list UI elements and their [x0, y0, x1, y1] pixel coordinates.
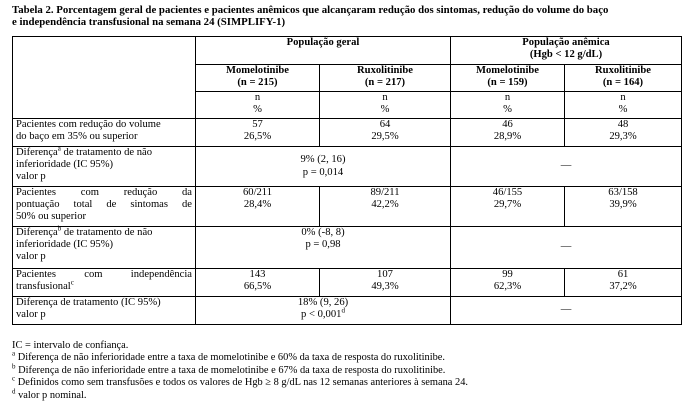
tss-value-cell: 46/155 29,7%	[451, 187, 565, 227]
diff-a-label: Diferença$^a$ de tratamento de não inferioridade (IC 95%) valor p	[13, 147, 196, 187]
diff-a-general-value: 9% (2, 16) p = 0,014	[196, 147, 451, 187]
svr-value-cell: 48 29,3%	[565, 119, 682, 147]
svr-label: Pacientes com redução do volume do baço em 35% ou superior	[13, 119, 196, 147]
header-col-momelotinib-general: Momelotinibe (n = 215)	[196, 65, 320, 92]
diff-t-general-value: 18% (9, 26) p < 0,001$^d$	[196, 297, 451, 325]
table-title-line-2: e independência transfusional na semana 24 (SIMPLIFY-1)	[12, 16, 286, 29]
unit-cell: n %	[451, 92, 565, 119]
header-anemic-population: População anêmica (Hgb < 12 g/dL)	[451, 37, 682, 65]
svr-row	[13, 119, 682, 147]
footnote-b: $^b$ Diferença de não inferioridade entre a taxa de momelotinibe e 67% da taxa de resposta do ruxolitinibe.	[12, 362, 446, 376]
header-col-ruxolitinib-anemic: Ruxolitinibe (n = 164)	[565, 65, 682, 92]
diff-t-anemic-value: —	[451, 297, 682, 325]
svr-value-cell: 64 29,5%	[320, 119, 451, 147]
unit-cell: n %	[320, 92, 451, 119]
footnote-a: $^a$ Diferença de não inferioridade entre a taxa de momelotinibe e 60% da taxa de resposta do ruxolitinibe.	[12, 349, 445, 364]
header-group-row	[13, 37, 682, 65]
footnote-ic: IC = intervalo de confiança.	[12, 340, 129, 351]
footnote-d: $^d$ valor p nominal.	[12, 387, 87, 401]
diff-b-anemic-value: —	[451, 227, 682, 269]
svr-value-cell: 46 28,9%	[451, 119, 565, 147]
ti-value-cell: 99 62,3%	[451, 269, 565, 297]
ti-value-cell: 61 37,2%	[565, 269, 682, 297]
header-col-momelotinib-anemic: Momelotinibe (n = 159)	[451, 65, 565, 92]
header-col-ruxolitinib-general: Ruxolitinibe (n = 217)	[320, 65, 451, 92]
tss-value-cell: 63/158 39,9%	[565, 187, 682, 227]
diff-t-row	[13, 297, 682, 325]
diff-a-row	[13, 147, 682, 187]
header-empty-cell	[13, 37, 196, 119]
tss-value-cell: 60/211 28,4%	[196, 187, 320, 227]
table-title-line-1: Tabela 2. Porcentagem geral de pacientes e pacientes anêmicos que alcançaram redução dos sintomas, redução do volume do baço	[12, 4, 609, 16]
ti-value-cell: 143 66,5%	[196, 269, 320, 297]
ti-row	[13, 269, 682, 297]
footnotes	[12, 340, 684, 402]
tss-value-cell: 89/211 42,2%	[320, 187, 451, 227]
results-table	[12, 36, 682, 325]
diff-b-general-value: 0% (-8, 8) p = 0,98	[196, 227, 451, 269]
unit-cell: n %	[565, 92, 682, 119]
ti-value-cell: 107 49,3%	[320, 269, 451, 297]
diff-b-label: Diferença$^b$ de tratamento de não inferioridade (IC 95%) valor p	[13, 227, 196, 269]
table-title	[12, 4, 684, 29]
footnote-c: $^c$ Definidos como sem transfusões e todos os valores de Hgb ≥ 8 g/dL nas 12 semanas anteriores à semana 24.	[12, 374, 468, 389]
tss-row	[13, 187, 682, 227]
ti-label: Pacientes com independência transfusional$^c$	[13, 269, 196, 297]
unit-cell: n %	[196, 92, 320, 119]
tss-label: Pacientes com redução da pontuação total de sintomas de 50% ou superior	[13, 187, 196, 227]
diff-b-row	[13, 227, 682, 269]
header-general-population: População geral	[196, 37, 451, 65]
diff-t-label: Diferença de tratamento (IC 95%) valor p	[13, 297, 196, 325]
svr-value-cell: 57 26,5%	[196, 119, 320, 147]
diff-a-anemic-value: —	[451, 147, 682, 187]
